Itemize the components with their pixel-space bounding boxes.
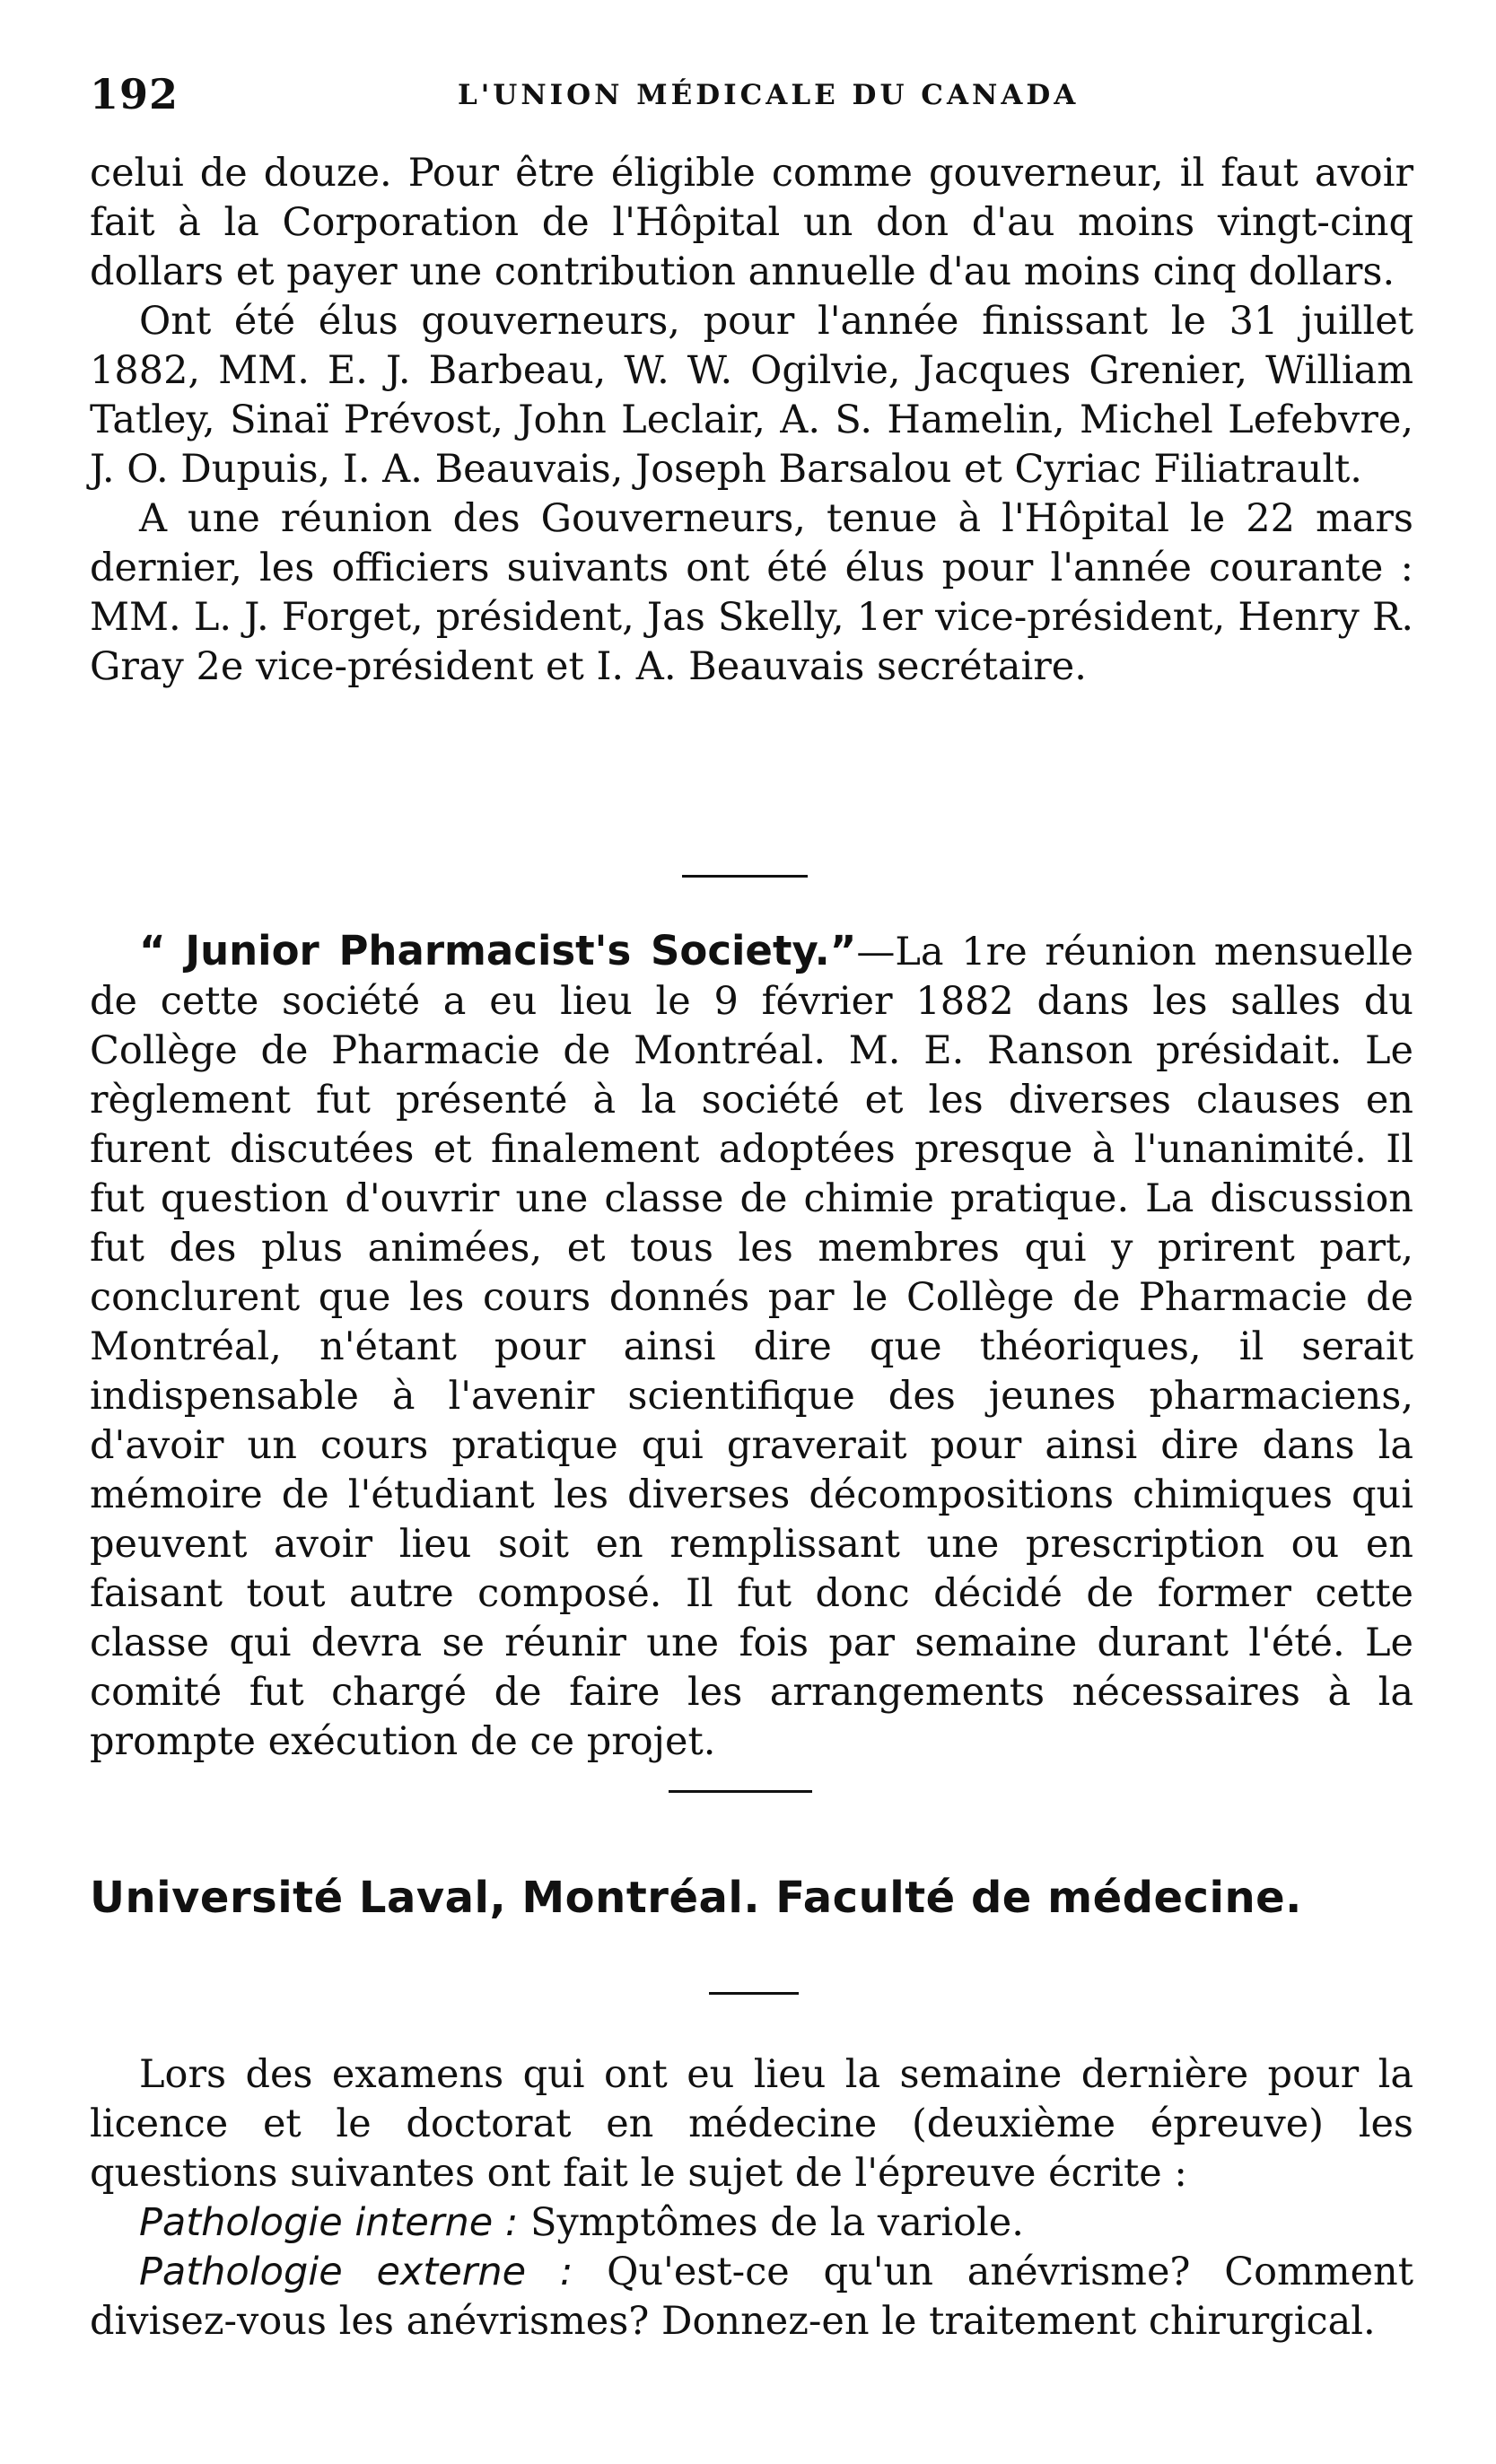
university-heading: Université Laval, Montréal. Faculté de médecine. [90,1873,1302,1923]
paragraph-elected-governors: Ont été élus gouverneurs, pour l'année finissant le 31 juillet 1882, MM. E. J. Barbeau, W. W. Ogilvie, Jacques Grenier, William Tatley, Sinaï Prévost, John Leclair, A. S. Hamelin, Michel Lefebvre, J. O. Dupuis, I. A. Beauvais, Joseph Barsalou et Cyriac Filiatrault. [90,299,1413,492]
paragraph-society [90,926,1413,1767]
subject-label: Pathologie externe : [139,2250,573,2294]
paragraph-eligibility: celui de douze. Pour être éligible comme gouverneur, il faut avoir fait à la Corporation de l'Hôpital un don d'au moins vingt-cinq dollars et payer une contribution annuelle d'au moins cinq dollars. [90,151,1413,294]
question-external-pathology [90,2248,1413,2346]
governors-section [90,149,1413,692]
running-head [90,70,1095,124]
heading-divider [709,1992,799,1995]
question-text: Symptômes de la variole. [518,2200,1024,2245]
paragraph-exams-intro: Lors des examens qui ont eu lieu la semaine dernière pour la licence et le doctorat en médecine (deuxième épreuve) les questions suivantes ont fait le sujet de l'épreuve écrite : [90,2052,1413,2196]
society-heading: “ Junior Pharmacist's Society.” [139,927,857,974]
journal-title: L'UNION MÉDICALE DU CANADA [458,79,1080,111]
page-number: 192 [90,70,179,118]
section-divider [682,875,808,878]
paragraph-officers: A une réunion des Gouverneurs, tenue à l'Hôpital le 22 mars dernier, les officiers suivants ont été élus pour l'année courante : MM. L. J. Forget, président, Jas Skelly, 1er vice-président, Henry R. Gray 2e vice-président et I. A. Beauvais secrétaire. [90,496,1413,689]
question-text: Qu'est-ce qu'un anévrisme? Comment divisez-vous les anévrismes? Donnez-en le traitement chirurgical. [90,2250,1413,2344]
exams-section [90,2050,1413,2346]
subject-label: Pathologie interne : [139,2200,519,2245]
section-divider [669,1790,812,1793]
society-body: —La 1re réunion mensuelle de cette société a eu lieu le 9 février 1882 dans les salles du Collège de Pharmacie de Montréal. M. E. Ranson présidait. Le règlement fut présenté à la société et les diverses clauses en furent discutées et finalement adoptées presque à l'unanimité. Il fut question d'ouvrir une classe de chimie pratique. La discussion fut des plus animées, et tous les membres qui y prirent part, conclurent que les cours donnés par le Collège de Pharmacie de Montréal, n'étant pour ainsi dire que théoriques, il serait indispensable à l'avenir scientifique des jeunes pharmaciens, d'avoir un cours pratique qui graverait pour ainsi dire dans la mémoire de l'étudiant les diverses décompositions chimiques qui peuvent avoir lieu soit en remplissant une prescription ou en faisant tout autre composé. Il fut donc décidé de former cette classe qui devra se réunir une fois par semaine durant l'été. Le comité fut chargé de faire les arrangements nécessaires à la prompte exécution de ce projet. [90,930,1413,1764]
pharmacist-society-section [90,926,1413,1767]
question-internal-pathology [90,2198,1413,2248]
